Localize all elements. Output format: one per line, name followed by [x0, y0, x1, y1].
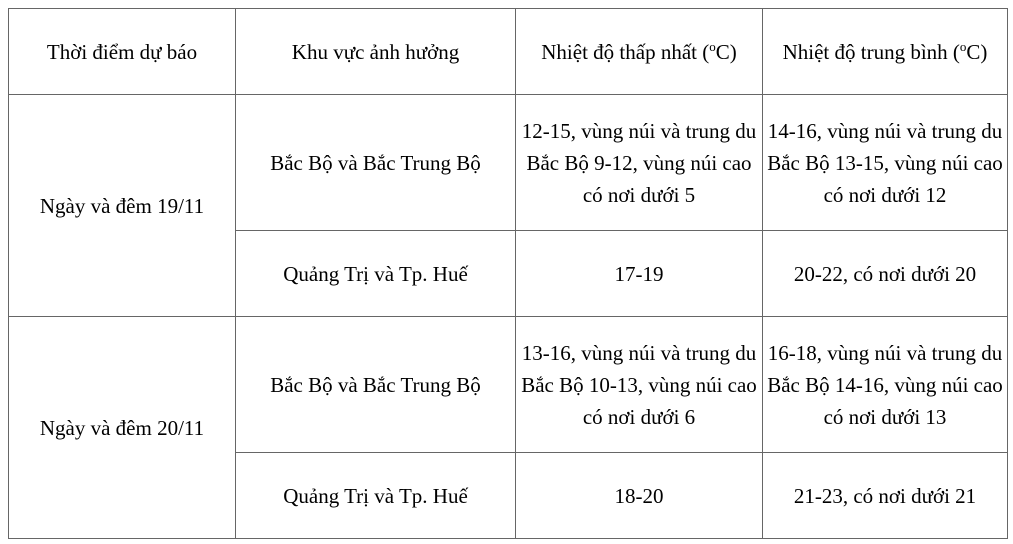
header-affected-area — [236, 9, 516, 95]
forecast-time-cell: Ngày và đêm 20/11 — [9, 317, 236, 539]
area-cell: Quảng Trị và Tp. Huế — [236, 453, 516, 539]
table-header-row — [9, 9, 1008, 95]
area-cell: Bắc Bộ và Bắc Trung Bộ — [236, 317, 516, 453]
min-temp-cell: 18-20 — [516, 453, 763, 539]
header-min-temp-label: Nhiệt độ thấp nhất ( — [541, 39, 710, 64]
header-forecast-time-label: Thời điểm dự báo — [46, 39, 198, 64]
table-row — [9, 95, 1008, 231]
min-temp-cell: 13-16, vùng núi và trung du Bắc Bộ 10-13, vùng núi cao có nơi dưới 6 — [516, 317, 763, 453]
min-temp-cell: 12-15, vùng núi và trung du Bắc Bộ 9-12, vùng núi cao có nơi dưới 5 — [516, 95, 763, 231]
forecast-table — [8, 8, 1008, 539]
area-cell: Bắc Bộ và Bắc Trung Bộ — [236, 95, 516, 231]
forecast-time-cell: Ngày và đêm 19/11 — [9, 95, 236, 317]
avg-temp-cell: 21-23, có nơi dưới 21 — [763, 453, 1008, 539]
degree-superscript: o — [959, 38, 967, 54]
avg-temp-cell: 20-22, có nơi dưới 20 — [763, 231, 1008, 317]
header-min-temp-unit: C) — [715, 39, 737, 64]
header-avg-temp-label: Nhiệt độ trung bình ( — [782, 39, 960, 64]
header-affected-area-label: Khu vực ảnh hưởng — [291, 39, 460, 64]
header-forecast-time — [9, 9, 236, 95]
header-avg-temp — [763, 9, 1008, 95]
header-min-temp — [516, 9, 763, 95]
degree-superscript: o — [709, 38, 716, 54]
table-row — [9, 317, 1008, 453]
avg-temp-cell: 14-16, vùng núi và trung du Bắc Bộ 13-15, vùng núi cao có nơi dưới 12 — [763, 95, 1008, 231]
avg-temp-cell: 16-18, vùng núi và trung du Bắc Bộ 14-16, vùng núi cao có nơi dưới 13 — [763, 317, 1008, 453]
area-cell: Quảng Trị và Tp. Huế — [236, 231, 516, 317]
min-temp-cell: 17-19 — [516, 231, 763, 317]
header-avg-temp-unit: C) — [966, 39, 988, 64]
